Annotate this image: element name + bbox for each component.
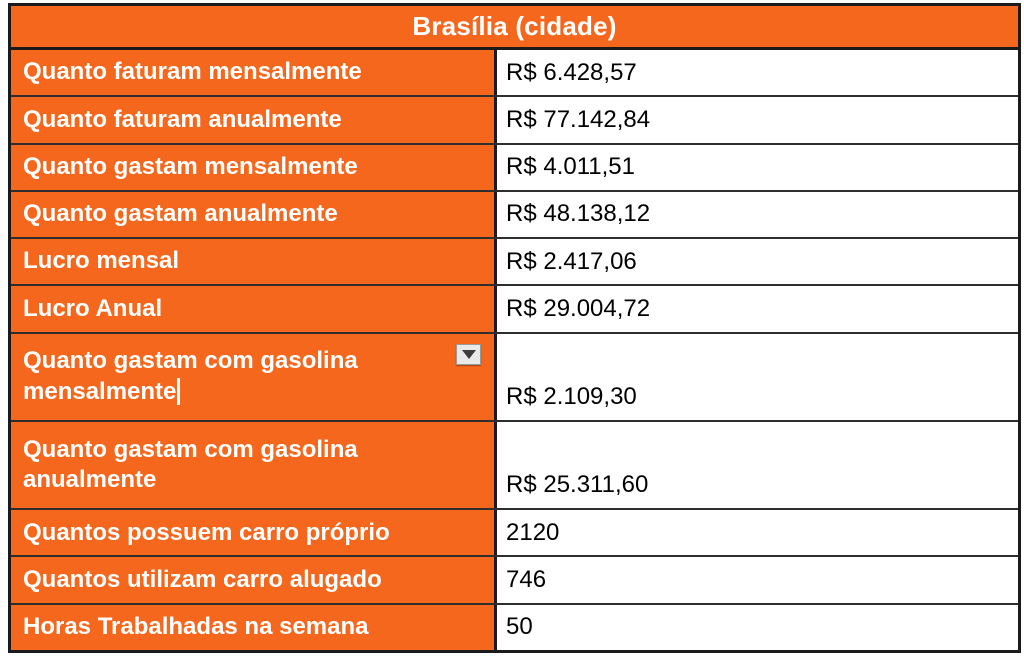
row-value: R$ 29.004,72	[506, 294, 651, 322]
table-row	[11, 605, 1018, 650]
table-row	[11, 50, 1018, 97]
chevron-down-icon	[462, 350, 476, 359]
table-row	[11, 510, 1018, 557]
value-cell[interactable]	[497, 605, 1018, 650]
label-cell[interactable]	[11, 145, 497, 190]
row-value: 50	[506, 613, 533, 641]
row-label: Quantos utilizam carro alugado	[23, 565, 382, 593]
spreadsheet-table	[8, 3, 1021, 653]
row-label: Horas Trabalhadas na semana	[23, 613, 369, 641]
row-label: Quanto gastam com gasolina mensalmente	[23, 347, 358, 405]
validation-dropdown-button[interactable]	[456, 344, 481, 365]
table-row	[11, 145, 1018, 192]
row-label: Lucro mensal	[23, 247, 180, 275]
row-label: Lucro Anual	[23, 294, 163, 322]
value-cell[interactable]	[497, 557, 1018, 602]
label-cell[interactable]	[11, 510, 497, 555]
table-row	[11, 422, 1018, 510]
row-label: Quanto faturam mensalmente	[23, 58, 362, 86]
row-value: 746	[506, 566, 547, 594]
table-body	[11, 50, 1018, 650]
table-row	[11, 239, 1018, 286]
text-cursor	[177, 378, 180, 405]
table-row	[11, 97, 1018, 144]
table-title-cell[interactable]	[11, 6, 1018, 50]
row-label: Quanto gastam com gasolina anualmente	[23, 435, 358, 493]
table-row	[11, 557, 1018, 604]
row-value: 2120	[506, 518, 560, 546]
label-cell[interactable]	[11, 334, 497, 420]
row-value: R$ 2.417,06	[506, 247, 637, 275]
label-cell[interactable]	[11, 557, 497, 602]
label-cell[interactable]	[11, 422, 497, 508]
label-cell[interactable]	[11, 97, 497, 142]
table-row	[11, 286, 1018, 333]
label-cell[interactable]	[11, 192, 497, 237]
table-row	[11, 192, 1018, 239]
row-value: R$ 77.142,84	[506, 105, 651, 133]
row-value: R$ 2.109,30	[506, 382, 637, 410]
table-title: Brasília (cidade)	[412, 11, 617, 41]
row-label: Quanto faturam anualmente	[23, 105, 342, 133]
value-cell[interactable]	[497, 286, 1018, 331]
row-value: R$ 25.311,60	[506, 471, 649, 499]
label-cell[interactable]	[11, 286, 497, 331]
value-cell[interactable]	[497, 192, 1018, 237]
row-label: Quantos possuem carro próprio	[23, 518, 390, 546]
row-value: R$ 4.011,51	[506, 153, 635, 181]
value-cell[interactable]	[497, 50, 1018, 95]
label-cell[interactable]	[11, 605, 497, 650]
row-label: Quanto gastam anualmente	[23, 200, 338, 228]
value-cell[interactable]	[497, 334, 1018, 420]
value-cell[interactable]	[497, 97, 1018, 142]
row-label: Quanto gastam mensalmente	[23, 152, 358, 180]
value-cell[interactable]	[497, 239, 1018, 284]
value-cell[interactable]	[497, 422, 1018, 508]
value-cell[interactable]	[497, 145, 1018, 190]
value-cell[interactable]	[497, 510, 1018, 555]
label-cell[interactable]	[11, 50, 497, 95]
label-cell[interactable]	[11, 239, 497, 284]
row-value: R$ 6.428,57	[506, 58, 637, 86]
row-value: R$ 48.138,12	[506, 200, 651, 228]
table-row	[11, 334, 1018, 422]
